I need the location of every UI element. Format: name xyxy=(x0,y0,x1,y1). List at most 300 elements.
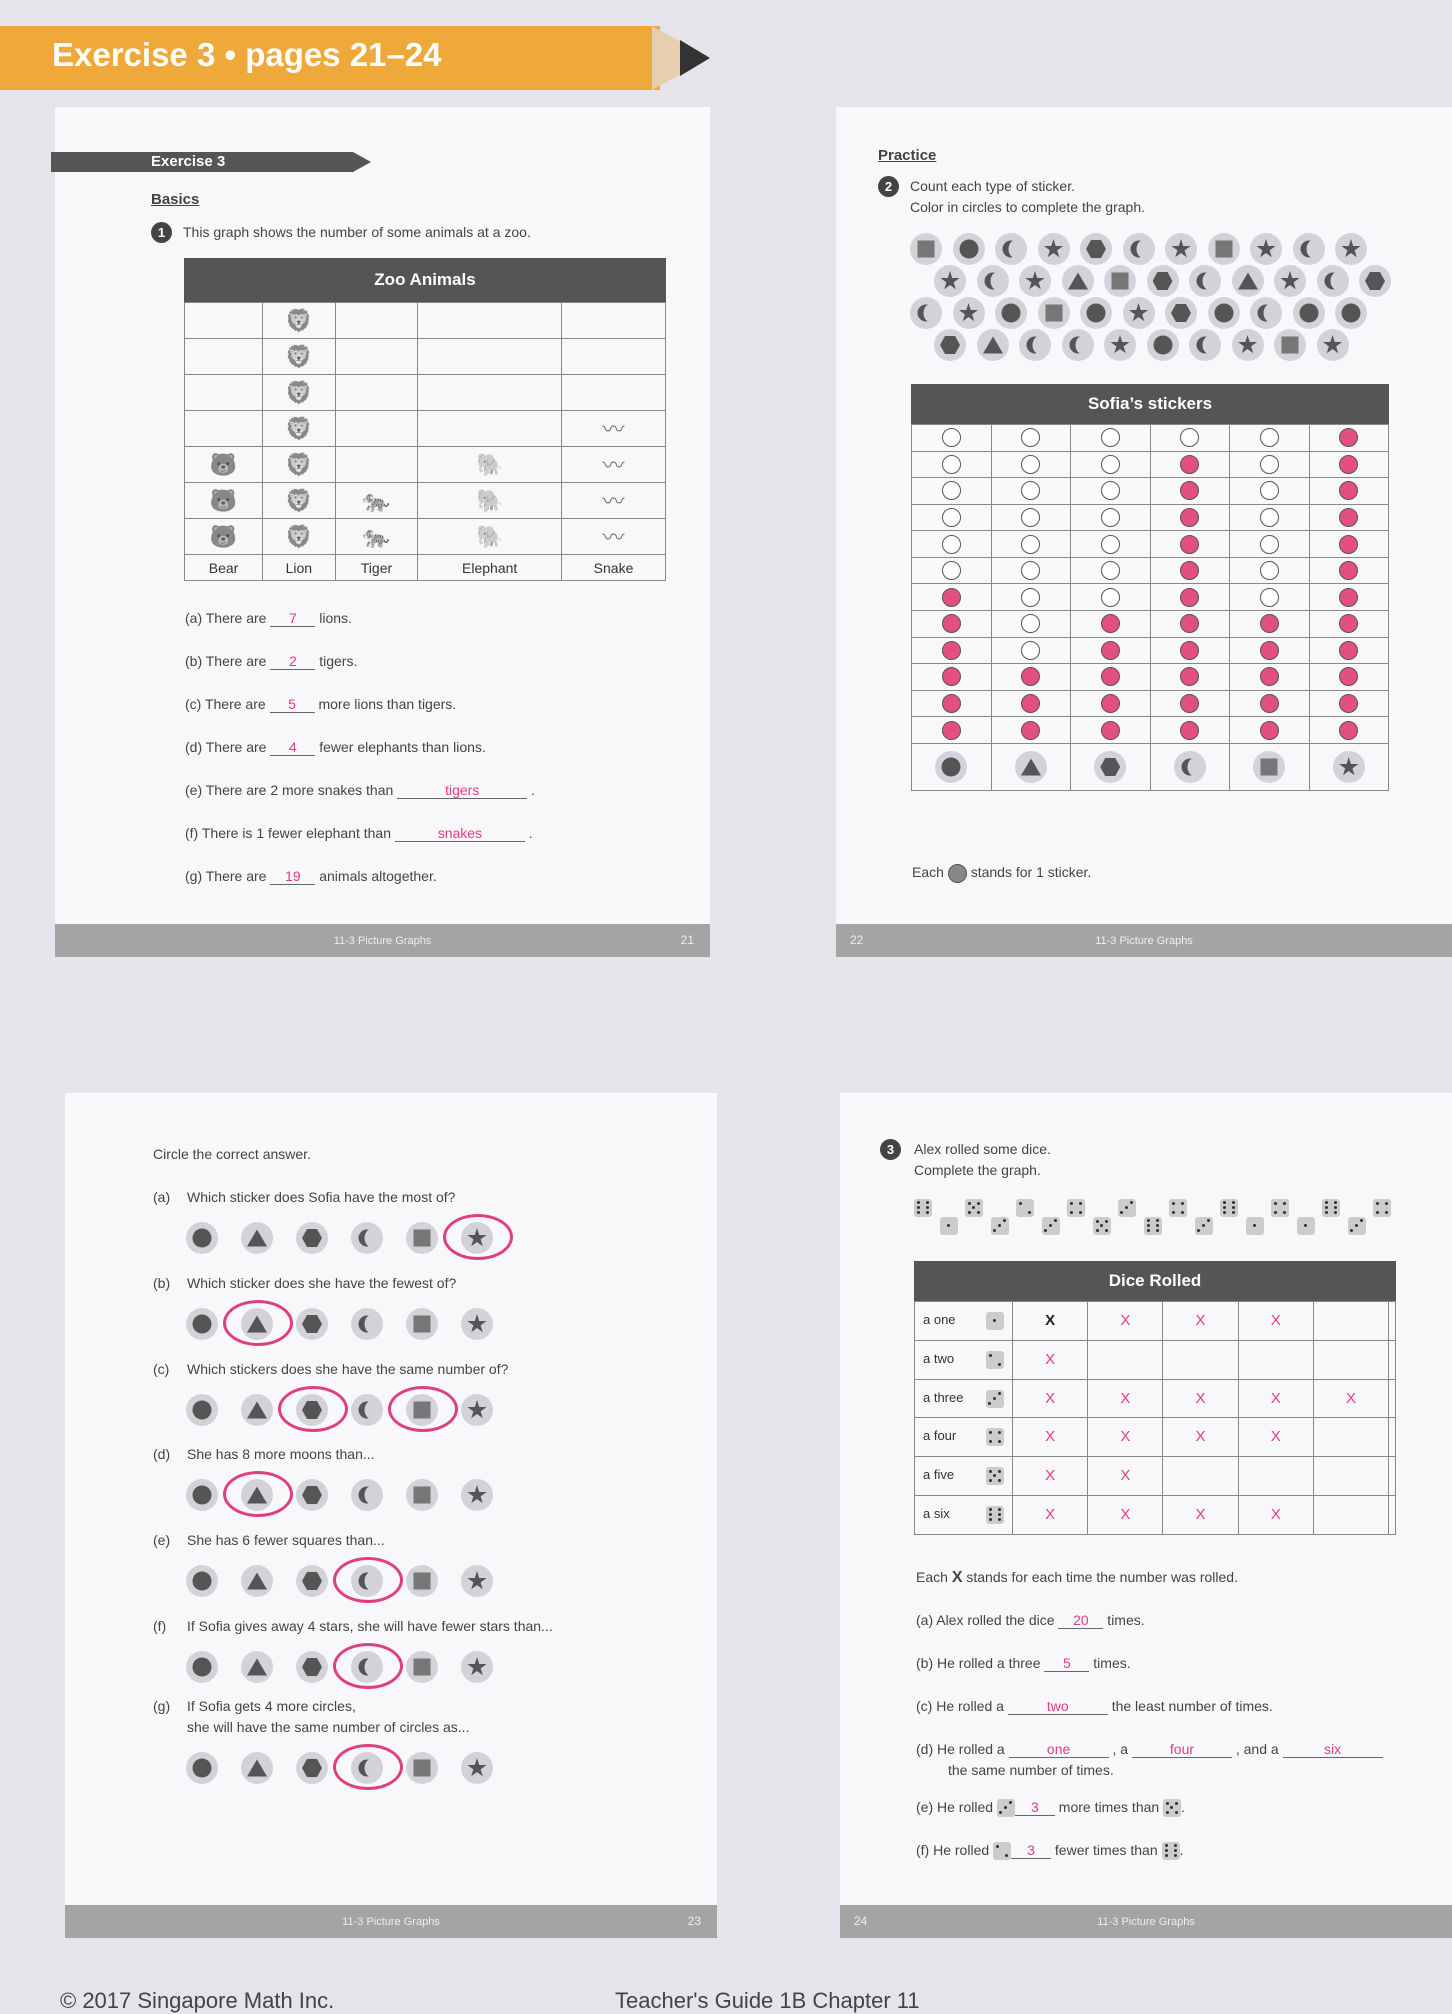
empty-circle[interactable] xyxy=(1260,481,1279,500)
empty-circle[interactable] xyxy=(942,508,961,527)
empty-circle[interactable] xyxy=(1101,535,1120,554)
die-face-3-icon xyxy=(997,1799,1015,1817)
filled-circle[interactable] xyxy=(1260,614,1279,633)
answer-blank: tigers xyxy=(397,783,527,799)
lion-icon: 🦁 xyxy=(285,307,313,333)
hexagon-sticker-icon[interactable] xyxy=(296,1752,328,1784)
filled-circle[interactable] xyxy=(1180,588,1199,607)
filled-circle[interactable] xyxy=(1180,481,1199,500)
filled-circle[interactable] xyxy=(1180,614,1199,633)
filled-circle[interactable] xyxy=(942,588,961,607)
graph-cell xyxy=(1230,611,1310,638)
filled-circle[interactable] xyxy=(1180,721,1199,740)
question-text: Which stickers does she have the same number of? xyxy=(187,1361,509,1377)
graph-cell[interactable] xyxy=(1013,1340,1088,1379)
x-mark: X xyxy=(1045,1311,1056,1329)
empty-circle[interactable] xyxy=(1021,561,1040,580)
square-sticker-icon xyxy=(1038,297,1070,329)
filled-circle[interactable] xyxy=(1339,535,1358,554)
graph-cell xyxy=(1071,637,1151,664)
graph-cell xyxy=(418,411,562,447)
empty-circle[interactable] xyxy=(1101,428,1120,447)
die-face-3-icon xyxy=(991,1217,1009,1235)
answer-blank: 3 xyxy=(1011,1843,1051,1859)
graph-cell[interactable] xyxy=(1238,1496,1313,1535)
filled-circle[interactable] xyxy=(1180,694,1199,713)
snake-icon: 〰 xyxy=(602,525,625,550)
moon-sticker-icon xyxy=(1062,329,1094,361)
empty-circle[interactable] xyxy=(1260,508,1279,527)
x-mark: X xyxy=(1120,1467,1131,1485)
instruction-text: Circle the correct answer. xyxy=(153,1146,311,1162)
die-face-2-icon xyxy=(1016,1199,1034,1217)
question-tag: (a) xyxy=(153,1189,171,1205)
filled-circle[interactable] xyxy=(1180,508,1199,527)
graph-title: Dice Rolled xyxy=(914,1261,1396,1301)
legend xyxy=(912,864,1091,883)
square-sticker-icon[interactable] xyxy=(406,1752,438,1784)
moon-sticker-icon[interactable] xyxy=(351,1479,383,1511)
die-face-2-icon xyxy=(986,1351,1004,1369)
graph-cell[interactable] xyxy=(1013,1302,1088,1341)
moon-sticker-icon xyxy=(1317,265,1349,297)
star-sticker-icon xyxy=(934,265,966,297)
star-sticker-icon[interactable] xyxy=(461,1394,493,1426)
graph-cell[interactable] xyxy=(1313,1457,1388,1496)
question-tag: (b) xyxy=(185,653,206,669)
question-text: the least number of times. xyxy=(1107,1698,1273,1714)
circle-sticker-icon[interactable] xyxy=(186,1752,218,1784)
question-text: She has 8 more moons than... xyxy=(187,1446,375,1462)
star-sticker-icon[interactable] xyxy=(461,1752,493,1784)
graph-cell xyxy=(991,637,1071,664)
square-sticker-icon[interactable] xyxy=(406,1479,438,1511)
graph-cell xyxy=(263,483,336,519)
square-sticker-icon[interactable] xyxy=(406,1222,438,1254)
star-sticker-icon[interactable] xyxy=(461,1308,493,1340)
empty-circle[interactable] xyxy=(1021,508,1040,527)
star-sticker-icon xyxy=(1038,233,1070,265)
moon-sticker-icon xyxy=(910,297,942,329)
filled-circle[interactable] xyxy=(1260,641,1279,660)
empty-circle[interactable] xyxy=(1260,535,1279,554)
empty-circle[interactable] xyxy=(1180,428,1199,447)
star-sticker-icon xyxy=(1019,265,1051,297)
filled-circle[interactable] xyxy=(1260,694,1279,713)
graph-cell[interactable] xyxy=(1389,1302,1396,1341)
graph-cell xyxy=(1150,664,1230,691)
question-text: fewer times than xyxy=(1051,1842,1162,1858)
question-prompt: There are xyxy=(205,653,271,669)
answer-blank: two xyxy=(1008,1699,1108,1715)
filled-circle[interactable] xyxy=(1021,721,1040,740)
square-sticker-icon[interactable] xyxy=(406,1651,438,1683)
circle-sticker-icon[interactable] xyxy=(186,1308,218,1340)
snake-icon: 〰 xyxy=(602,417,625,442)
circle-sticker-icon[interactable] xyxy=(186,1565,218,1597)
empty-circle[interactable] xyxy=(1021,641,1040,660)
hexagon-sticker-icon[interactable] xyxy=(296,1479,328,1511)
answer-blank: 7 xyxy=(270,611,315,627)
question-item xyxy=(916,1612,1145,1629)
filled-circle[interactable] xyxy=(1101,641,1120,660)
empty-circle[interactable] xyxy=(1021,428,1040,447)
graph-cell[interactable] xyxy=(1088,1302,1163,1341)
graph-cell xyxy=(912,611,992,638)
workbook-page-21 xyxy=(55,107,710,957)
x-mark: X xyxy=(1195,1506,1206,1524)
graph-cell[interactable] xyxy=(1013,1496,1088,1535)
graph-cell xyxy=(1071,425,1151,452)
question-tag: (g) xyxy=(185,868,206,884)
graph-cell xyxy=(1150,425,1230,452)
page-number: 23 xyxy=(687,1914,701,1928)
question-tag: (e) xyxy=(916,1799,937,1815)
question-item xyxy=(185,696,456,713)
graph-cell xyxy=(912,557,992,584)
graph-cell[interactable] xyxy=(1238,1302,1313,1341)
graph-cell xyxy=(562,303,666,339)
graph-cell xyxy=(263,375,336,411)
pencil-tip-icon xyxy=(680,40,710,76)
triangle-sticker-icon[interactable] xyxy=(241,1752,273,1784)
filled-circle[interactable] xyxy=(1180,535,1199,554)
empty-circle[interactable] xyxy=(1101,561,1120,580)
square-sticker-icon xyxy=(1253,751,1285,783)
exercise-label-arrow-icon xyxy=(353,152,371,172)
graph-cell[interactable] xyxy=(1313,1340,1388,1379)
graph-cell[interactable] xyxy=(1163,1340,1238,1379)
filled-circle[interactable] xyxy=(1339,721,1358,740)
filled-circle[interactable] xyxy=(942,641,961,660)
star-sticker-icon[interactable] xyxy=(461,1479,493,1511)
graph-cell xyxy=(263,411,336,447)
sofias-stickers-graph xyxy=(911,424,1389,791)
filled-circle[interactable] xyxy=(1339,508,1358,527)
filled-circle[interactable] xyxy=(942,721,961,740)
legend-before: Each xyxy=(912,864,944,881)
workbook-page-24 xyxy=(840,1093,1452,1938)
graph-cell[interactable] xyxy=(1389,1496,1396,1535)
question-tag: (a) xyxy=(916,1612,937,1628)
die-face-3-icon xyxy=(1118,1199,1136,1217)
die-face-1-icon xyxy=(940,1217,958,1235)
graph-cell xyxy=(991,611,1071,638)
square-sticker-icon xyxy=(1104,265,1136,297)
graph-cell[interactable] xyxy=(1313,1379,1388,1418)
question-text-line2: Complete the graph. xyxy=(914,1162,1041,1178)
answer-blank: snakes xyxy=(395,826,525,842)
graph-cell xyxy=(562,339,666,375)
answer-blank: six xyxy=(1283,1742,1383,1758)
graph-cell[interactable] xyxy=(1013,1457,1088,1496)
circle-sticker-icon xyxy=(1335,297,1367,329)
graph-cell[interactable] xyxy=(1313,1496,1388,1535)
moon-sticker-icon xyxy=(977,265,1009,297)
x-mark: X xyxy=(1120,1389,1131,1407)
filled-circle[interactable] xyxy=(1101,694,1120,713)
circle-sticker-icon[interactable] xyxy=(186,1651,218,1683)
column-label xyxy=(1230,744,1310,791)
filled-circle[interactable] xyxy=(1339,428,1358,447)
empty-circle[interactable] xyxy=(1260,588,1279,607)
graph-cell[interactable] xyxy=(1389,1340,1396,1379)
filled-circle[interactable] xyxy=(1180,455,1199,474)
graph-cell xyxy=(562,483,666,519)
empty-circle[interactable] xyxy=(942,481,961,500)
filled-circle[interactable] xyxy=(1339,641,1358,660)
hexagon-sticker-icon[interactable] xyxy=(296,1308,328,1340)
x-mark: X xyxy=(1045,1389,1056,1407)
empty-circle[interactable] xyxy=(942,535,961,554)
empty-circle[interactable] xyxy=(1260,455,1279,474)
copyright-text: © 2017 Singapore Math Inc. xyxy=(60,1988,335,2013)
graph-cell xyxy=(1071,531,1151,558)
filled-circle[interactable] xyxy=(1339,588,1358,607)
filled-circle[interactable] xyxy=(1180,641,1199,660)
hexagon-sticker-icon[interactable] xyxy=(296,1222,328,1254)
legend-before: Each xyxy=(916,1569,948,1585)
graph-cell xyxy=(562,375,666,411)
graph-cell[interactable] xyxy=(1013,1379,1088,1418)
column-label: Bear xyxy=(185,555,263,581)
question-suffix: animals altogether. xyxy=(315,868,437,884)
row-label xyxy=(915,1340,1013,1379)
filled-circle[interactable] xyxy=(1101,614,1120,633)
filled-circle[interactable] xyxy=(1339,561,1358,580)
question-tag: (d) xyxy=(916,1741,937,1757)
filled-circle[interactable] xyxy=(1260,721,1279,740)
graph-cell[interactable] xyxy=(1013,1418,1088,1457)
graph-cell[interactable] xyxy=(1088,1418,1163,1457)
empty-circle[interactable] xyxy=(1021,481,1040,500)
graph-cell[interactable] xyxy=(1389,1379,1396,1418)
row-label xyxy=(915,1496,1013,1535)
graph-cell[interactable] xyxy=(1163,1379,1238,1418)
graph-cell[interactable] xyxy=(1389,1457,1396,1496)
graph-cell[interactable] xyxy=(1313,1418,1388,1457)
die-face-6-icon xyxy=(914,1199,932,1217)
question-text: He rolled a three xyxy=(937,1655,1045,1671)
moon-sticker-icon xyxy=(1293,233,1325,265)
graph-cell[interactable] xyxy=(1238,1340,1313,1379)
filled-circle[interactable] xyxy=(1339,481,1358,500)
question-prompt: There is 1 fewer elephant than xyxy=(201,825,395,841)
graph-cell[interactable] xyxy=(1088,1340,1163,1379)
empty-circle[interactable] xyxy=(1021,455,1040,474)
triangle-sticker-icon[interactable] xyxy=(241,1651,273,1683)
moon-sticker-icon xyxy=(1189,329,1221,361)
column-label xyxy=(991,744,1071,791)
hexagon-sticker-icon[interactable] xyxy=(296,1565,328,1597)
filled-circle[interactable] xyxy=(1339,455,1358,474)
empty-circle[interactable] xyxy=(1101,588,1120,607)
question-tag: (c) xyxy=(916,1698,937,1714)
empty-circle[interactable] xyxy=(942,455,961,474)
hexagon-sticker-icon xyxy=(1147,265,1179,297)
circle-sticker-icon[interactable] xyxy=(186,1479,218,1511)
empty-circle[interactable] xyxy=(942,428,961,447)
question-text: If Sofia gets 4 more circles, xyxy=(187,1698,356,1714)
star-sticker-icon[interactable] xyxy=(461,1565,493,1597)
die-face-6-icon xyxy=(1162,1842,1180,1860)
graph-cell xyxy=(185,519,263,555)
question-number-badge: 3 xyxy=(880,1139,901,1160)
graph-cell[interactable] xyxy=(1238,1379,1313,1418)
filled-circle[interactable] xyxy=(942,614,961,633)
row-label xyxy=(915,1418,1013,1457)
circle-sticker-icon xyxy=(1147,329,1179,361)
moon-sticker-icon[interactable] xyxy=(351,1308,383,1340)
question-text: He rolled a xyxy=(937,1741,1009,1757)
graph-cell xyxy=(1309,611,1389,638)
filled-circle[interactable] xyxy=(1339,614,1358,633)
graph-cell[interactable] xyxy=(1163,1302,1238,1341)
empty-circle[interactable] xyxy=(1021,588,1040,607)
filled-circle[interactable] xyxy=(1021,667,1040,686)
die-face-4-icon xyxy=(1271,1199,1289,1217)
header-title: Exercise 3 • pages 21–24 xyxy=(52,36,442,73)
filled-circle[interactable] xyxy=(1021,694,1040,713)
column-label xyxy=(1309,744,1389,791)
graph-cell[interactable] xyxy=(1088,1457,1163,1496)
circle-sticker-icon[interactable] xyxy=(186,1222,218,1254)
graph-cell xyxy=(418,375,562,411)
circle-sticker-icon[interactable] xyxy=(186,1394,218,1426)
circle-sticker-icon xyxy=(1080,297,1112,329)
graph-cell xyxy=(912,504,992,531)
filled-circle[interactable] xyxy=(1101,667,1120,686)
page-number: 24 xyxy=(854,1914,868,1928)
graph-cell[interactable] xyxy=(1163,1496,1238,1535)
answer-blank: 20 xyxy=(1058,1613,1103,1629)
graph-cell[interactable] xyxy=(1163,1418,1238,1457)
column-label xyxy=(1150,744,1230,791)
graph-title: Sofia’s stickers xyxy=(911,384,1389,424)
legend xyxy=(916,1569,1238,1587)
graph-cell xyxy=(1150,531,1230,558)
moon-sticker-icon[interactable] xyxy=(351,1394,383,1426)
empty-circle[interactable] xyxy=(942,561,961,580)
graph-cell xyxy=(1230,451,1310,478)
answer-blank: 3 xyxy=(1015,1800,1055,1816)
page-number: 21 xyxy=(680,933,694,947)
filled-circle[interactable] xyxy=(1339,694,1358,713)
answer-blank: four xyxy=(1132,1742,1232,1758)
filled-circle[interactable] xyxy=(1260,667,1279,686)
triangle-sticker-icon[interactable] xyxy=(241,1565,273,1597)
graph-cell[interactable] xyxy=(1088,1379,1163,1418)
row-label xyxy=(915,1379,1013,1418)
question-tag: (f) xyxy=(185,825,202,841)
empty-circle[interactable] xyxy=(1021,535,1040,554)
moon-sticker-icon xyxy=(1123,233,1155,265)
graph-cell xyxy=(335,519,418,555)
zoo-animals-picture-graph xyxy=(184,302,666,581)
graph-cell xyxy=(1309,425,1389,452)
x-mark: X xyxy=(1270,1428,1281,1446)
row-label xyxy=(915,1302,1013,1341)
square-sticker-icon[interactable] xyxy=(406,1308,438,1340)
square-sticker-icon[interactable] xyxy=(406,1565,438,1597)
star-sticker-icon xyxy=(1165,233,1197,265)
graph-cell xyxy=(912,664,992,691)
graph-cell xyxy=(1230,717,1310,744)
triangle-sticker-icon[interactable] xyxy=(241,1222,273,1254)
lion-icon: 🦁 xyxy=(285,379,313,405)
lion-icon: 🦁 xyxy=(285,343,313,369)
graph-cell[interactable] xyxy=(1238,1418,1313,1457)
moon-sticker-icon[interactable] xyxy=(351,1222,383,1254)
graph-cell[interactable] xyxy=(1389,1418,1396,1457)
triangle-sticker-icon[interactable] xyxy=(241,1394,273,1426)
empty-circle[interactable] xyxy=(1101,508,1120,527)
snake-icon: 〰 xyxy=(602,453,625,478)
filled-circle[interactable] xyxy=(942,667,961,686)
die-face-5-icon xyxy=(1163,1799,1181,1817)
graph-cell xyxy=(562,447,666,483)
die-face-6-icon xyxy=(986,1506,1004,1524)
graph-cell[interactable] xyxy=(1088,1496,1163,1535)
question-tag: (d) xyxy=(153,1446,171,1462)
graph-cell[interactable] xyxy=(1313,1302,1388,1341)
graph-cell xyxy=(418,303,562,339)
hexagon-sticker-icon[interactable] xyxy=(296,1651,328,1683)
graph-cell xyxy=(1071,504,1151,531)
question-text: He rolled a xyxy=(936,1698,1008,1714)
circle-sticker-icon xyxy=(935,751,967,783)
bear-icon: 🐻 xyxy=(209,523,238,549)
question-tag: (b) xyxy=(916,1655,937,1671)
question-text: If Sofia gives away 4 stars, she will have fewer stars than... xyxy=(187,1618,553,1634)
question-tag: (b) xyxy=(153,1275,171,1291)
x-mark: X xyxy=(1045,1467,1056,1485)
star-sticker-icon[interactable] xyxy=(461,1651,493,1683)
filled-circle[interactable] xyxy=(942,694,961,713)
lion-icon: 🦁 xyxy=(285,523,313,549)
empty-circle[interactable] xyxy=(1021,614,1040,633)
graph-cell[interactable] xyxy=(1238,1457,1313,1496)
dice-rolled-graph xyxy=(914,1301,1396,1535)
graph-cell xyxy=(1150,451,1230,478)
filled-circle[interactable] xyxy=(1180,561,1199,580)
graph-cell xyxy=(185,375,263,411)
empty-circle[interactable] xyxy=(1260,561,1279,580)
die-face-5-icon xyxy=(965,1199,983,1217)
filled-circle[interactable] xyxy=(1101,721,1120,740)
graph-cell[interactable] xyxy=(1163,1457,1238,1496)
filled-circle[interactable] xyxy=(1339,667,1358,686)
graph-cell xyxy=(1309,451,1389,478)
filled-circle[interactable] xyxy=(1180,667,1199,686)
graph-cell xyxy=(1230,664,1310,691)
graph-cell xyxy=(1150,557,1230,584)
graph-cell xyxy=(418,483,562,519)
graph-cell xyxy=(991,425,1071,452)
question-text: , a xyxy=(1108,1741,1132,1757)
question-item xyxy=(185,868,437,885)
question-item xyxy=(185,653,357,670)
empty-circle[interactable] xyxy=(1260,428,1279,447)
empty-circle[interactable] xyxy=(1101,481,1120,500)
answer-blank: 5 xyxy=(270,697,315,713)
graph-cell xyxy=(263,447,336,483)
die-face-1-icon xyxy=(1246,1217,1264,1235)
empty-circle[interactable] xyxy=(1101,455,1120,474)
question-tag: (g) xyxy=(153,1698,171,1714)
question-item xyxy=(916,1655,1131,1672)
graph-cell xyxy=(335,447,418,483)
